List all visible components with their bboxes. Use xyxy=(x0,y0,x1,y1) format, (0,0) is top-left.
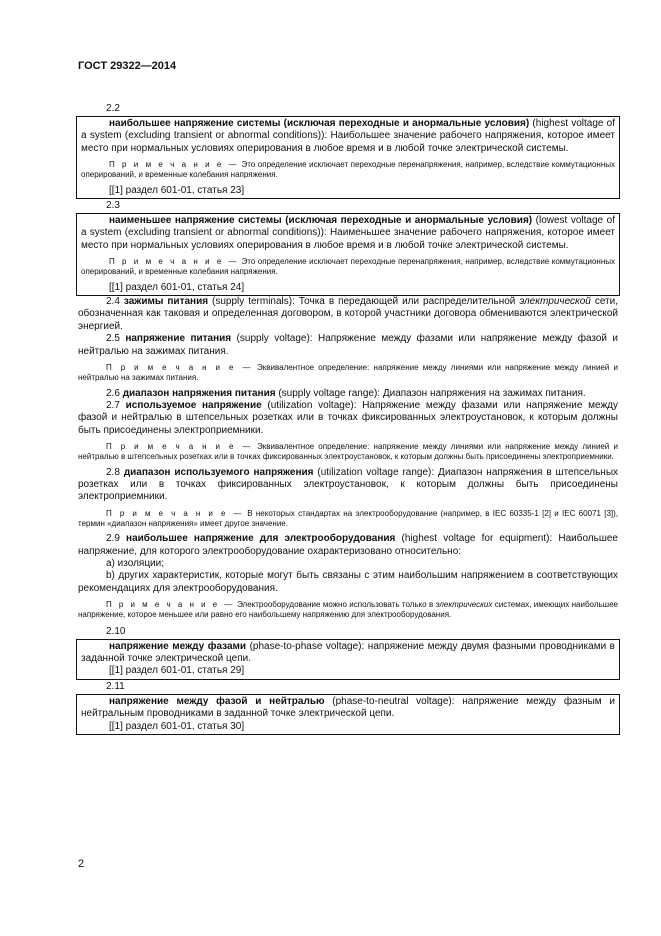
term-2-10-reference: [[1] раздел 601-01, статья 29] xyxy=(109,665,245,677)
term-2-5-note: П р и м е ч а н и е — Эквивалентное определение: напряжение между линиями или напряжение между линией и нейтралью на зажимах питания. xyxy=(78,363,618,383)
term-2-9-item-b: b) других характеристик, которые могут быть связаны с этим наибольшим напряжением в соответствующих рекомендациях для электрооборудования. xyxy=(78,570,618,594)
term-2-6-title: диапазон напряжения питания xyxy=(122,387,276,399)
term-2-6: 2.6 диапазон напряжения питания (supply voltage range): Диапазон напряжения на зажимах питания. xyxy=(106,387,586,399)
term-box-2-10 xyxy=(76,639,620,680)
term-2-10-definition: напряжение между фазами (phase-to-phase voltage): напряжение между двумя фазными проводниками в заданной точке электрической цепи. xyxy=(81,640,615,664)
document-header: ГОСТ 29322—2014 xyxy=(78,60,177,72)
term-number-2-2: 2.2 xyxy=(106,103,120,114)
term-2-8-title: диапазон используемого напряжения xyxy=(123,466,314,478)
term-2-9-item-a: a) изоляции; xyxy=(106,557,164,569)
term-2-11-definition: напряжение между фазой и нейтралью (phase-to-neutral voltage): напряжение между фазным и нейтральным проводниками в заданной точке электрической цепи. xyxy=(81,695,616,720)
term-2-7: 2.7 используемое напряжение (utilization voltage): Напряжение между фазами или напряжение между фазой и нейтралью в штепсельных розетках или в точках фиксированных электроустановок, к которым должны быть присоединены электроприемники. xyxy=(78,399,619,436)
term-2-11-title: напряжение между фазой и нейтралью xyxy=(109,695,325,707)
term-2-4-title: зажимы питания xyxy=(123,296,209,308)
term-2-2-reference: [[1] раздел 601-01, статья 23] xyxy=(109,184,245,196)
term-number-2-3: 2.3 xyxy=(106,200,120,212)
term-2-2-note: П р и м е ч а н и е — Это определение исключает переходные перенапряжения, например, вследствие коммутационных оперирований, и временные колебания напряжения. xyxy=(81,160,616,180)
term-2-3-reference: [[1] раздел 601-01, статья 24] xyxy=(109,281,245,293)
term-2-9: 2.9 наибольшее напряжение для электрооборудования (highest voltage for equipment): Наибольшее напряжение, для которого электрооборудование охарактеризовано относительно: xyxy=(78,533,618,557)
term-box-2-2 xyxy=(76,116,620,199)
term-2-3-note: П р и м е ч а н и е — Это определение исключает переходные перенапряжения, например, вследствие коммутационных оперирований, и временные колебания напряжения. xyxy=(81,257,616,277)
term-2-8: 2.8 диапазон используемого напряжения (utilization voltage range): Диапазон напряжения в штепсельных розетках или в точках фиксированных электроустановок, к которым должны быть присоединены электроприемники. xyxy=(78,466,618,503)
term-2-10-title: напряжение между фазами xyxy=(109,640,247,652)
term-2-11-reference: [[1] раздел 601-01, статья 30] xyxy=(109,720,245,732)
term-2-4: 2.4 зажимы питания (supply terminals): Точка в передающей или распределительной электрической сети, обозначенная как таковая и определенная договором, в которой участники договора обмениваются электрической энергией. xyxy=(78,296,619,332)
term-2-2-title: наибольшее напряжение системы (исключая переходные и анормальные условия) xyxy=(109,118,530,129)
term-2-5: 2.5 напряжение питания (supply voltage): Напряжение между фазами или напряжение между фазой и нейтралью на зажимах питания. xyxy=(78,333,619,357)
term-2-5-title: напряжение питания xyxy=(125,333,232,345)
term-2-3-title: наименьшее напряжение системы (исключая переходные и анормальные условия) xyxy=(109,215,533,227)
term-number-2-11: 2.11 xyxy=(106,680,125,692)
term-2-2-definition: наибольшее напряжение системы (исключая переходные и анормальные условия) (highest voltage of a system (excluding transient or abnormal conditions)): Наибольшее значение рабочего напряжения, которое имеет место при нормальных условиях оперирования в любое время и в любой точке электрической системы. xyxy=(81,118,616,154)
term-2-9-title: наибольшее напряжение для электрооборудования xyxy=(126,533,396,545)
document-body xyxy=(78,102,618,735)
term-2-7-title: используемое напряжение xyxy=(125,399,262,411)
term-box-2-11 xyxy=(76,694,620,735)
term-box-2-3 xyxy=(76,213,620,296)
term-2-3-definition: наименьшее напряжение системы (исключая переходные и анормальные условия) (lowest voltage of a system (excluding transient or abnormal conditions)): Наименьшее значение рабочего напряжения, которое имеет место при нормальных условиях оперирования в любое время и в любой точке электрической системы. xyxy=(81,215,615,251)
page-number: 2 xyxy=(78,858,85,870)
term-2-9-note: П р и м е ч а н и е — Электрооборудование можно использовать только в электрических системах, имеющих наибольшее напряжение, которое меньшее или равно его наибольшему напряжению для электрооборудования. xyxy=(78,600,618,620)
term-number-2-10: 2.10 xyxy=(106,625,126,637)
term-2-7-note: П р и м е ч а н и е — Эквивалентное определение: напряжение между линиями или напряжение между линией и нейтралью в штепсельных розетках или в точках фиксированных электроустановок, к которым должны быть присоединены электроприемники. xyxy=(78,442,618,462)
term-2-8-note: П р и м е ч а н и е — В некоторых стандартах на электрооборудование (например, в IEC 60335-1 [2] и IEC 60071 [3]), термин «диапазон напряжения» имеет другое значение. xyxy=(78,508,619,528)
